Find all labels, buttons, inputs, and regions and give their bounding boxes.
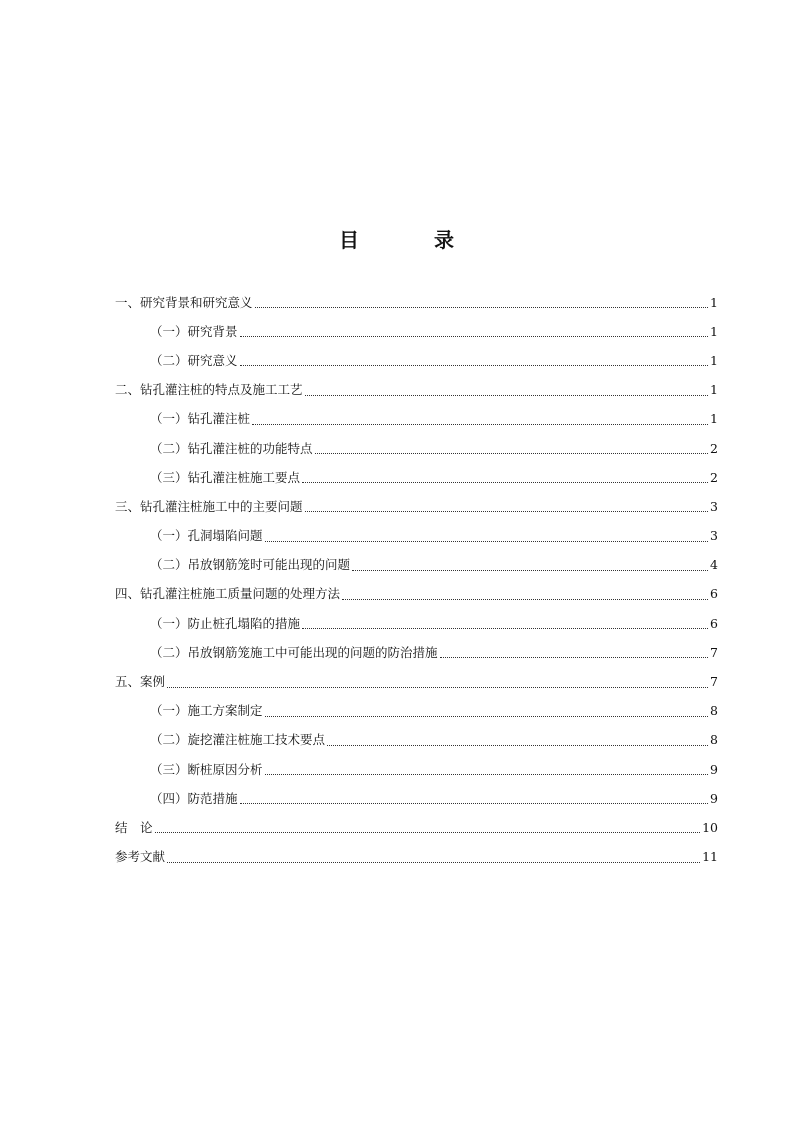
toc-dot-leader — [167, 687, 708, 688]
toc-entry[interactable] — [115, 638, 718, 667]
toc-entry-page: 1 — [710, 411, 718, 427]
toc-entry-label: （二）旋挖灌注桩施工技术要点 — [150, 732, 326, 748]
toc-entry-page: 7 — [710, 674, 718, 690]
toc-entry-page: 3 — [710, 528, 718, 544]
toc-entry[interactable] — [115, 288, 718, 317]
toc-entry[interactable] — [115, 405, 718, 434]
toc-entry-label: （一）防止桩孔塌陷的措施 — [150, 615, 301, 631]
toc-entry-label: 四、钻孔灌注桩施工质量问题的处理方法 — [115, 586, 341, 602]
toc-entry-page: 1 — [710, 352, 718, 368]
toc-entry[interactable] — [115, 551, 718, 580]
toc-entry[interactable] — [115, 784, 718, 813]
toc-entry-page: 6 — [710, 586, 718, 602]
toc-dot-leader — [240, 365, 708, 366]
toc-entry-page: 6 — [710, 615, 718, 631]
toc-dot-leader — [155, 832, 701, 833]
toc-entry[interactable] — [115, 580, 718, 609]
table-of-contents — [115, 288, 718, 872]
toc-dot-leader — [265, 716, 708, 717]
toc-entry[interactable] — [115, 667, 718, 696]
toc-dot-leader — [255, 307, 708, 308]
toc-entry[interactable] — [115, 755, 718, 784]
toc-dot-leader — [265, 541, 708, 542]
toc-entry-label: （四）防范措施 — [150, 790, 238, 806]
toc-dot-leader — [342, 599, 708, 600]
toc-entry-label: （二）吊放钢筋笼时可能出现的问题 — [150, 557, 351, 573]
toc-dot-leader — [327, 745, 708, 746]
toc-entry-label: （一）施工方案制定 — [150, 703, 263, 719]
toc-entry-label: （一）孔洞塌陷问题 — [150, 528, 263, 544]
toc-dot-leader — [440, 657, 708, 658]
toc-dot-leader — [302, 628, 708, 629]
toc-dot-leader — [302, 482, 708, 483]
toc-entry-page: 4 — [710, 557, 718, 573]
toc-entry-label: （一）研究背景 — [150, 323, 238, 339]
toc-entry-page: 8 — [710, 703, 718, 719]
toc-dot-leader — [305, 511, 708, 512]
toc-entry[interactable] — [115, 317, 718, 346]
toc-entry-label: 三、钻孔灌注桩施工中的主要问题 — [115, 498, 303, 514]
page-title: 目 录 — [339, 228, 488, 252]
toc-entry[interactable] — [115, 726, 718, 755]
toc-entry[interactable] — [115, 522, 718, 551]
toc-entry-page: 11 — [702, 849, 718, 865]
toc-entry[interactable] — [115, 346, 718, 375]
toc-entry-page: 2 — [710, 469, 718, 485]
toc-dot-leader — [167, 862, 700, 863]
toc-entry-label: 参考文献 — [115, 849, 166, 865]
toc-dot-leader — [240, 803, 708, 804]
toc-entry[interactable] — [115, 492, 718, 521]
toc-entry-page: 9 — [710, 790, 718, 806]
toc-entry-label: 二、钻孔灌注桩的特点及施工工艺 — [115, 382, 303, 398]
toc-entry-page: 9 — [710, 761, 718, 777]
toc-entry-page: 1 — [710, 323, 718, 339]
toc-entry-label: （一）钻孔灌注桩 — [150, 411, 251, 427]
toc-dot-leader — [315, 453, 708, 454]
toc-entry-label: （二）吊放钢筋笼施工中可能出现的问题的防治措施 — [150, 644, 438, 660]
toc-entry-page: 2 — [710, 440, 718, 456]
toc-entry-label: （二）研究意义 — [150, 352, 238, 368]
toc-entry-label: （二）钻孔灌注桩的功能特点 — [150, 440, 313, 456]
toc-entry-page: 8 — [710, 732, 718, 748]
toc-entry[interactable] — [115, 843, 718, 872]
toc-entry-label: 一、研究背景和研究意义 — [115, 294, 253, 310]
toc-entry-label: （三）断桩原因分析 — [150, 761, 263, 777]
toc-entry-label: 五、案例 — [115, 674, 166, 690]
toc-entry-page: 1 — [710, 294, 718, 310]
toc-dot-leader — [305, 395, 708, 396]
toc-entry-page: 10 — [702, 819, 718, 835]
toc-entry[interactable] — [115, 697, 718, 726]
toc-entry-page: 3 — [710, 498, 718, 514]
toc-entry[interactable] — [115, 813, 718, 842]
toc-entry-page: 7 — [710, 644, 718, 660]
toc-entry[interactable] — [115, 434, 718, 463]
toc-entry-label: （三）钻孔灌注桩施工要点 — [150, 469, 301, 485]
toc-dot-leader — [265, 774, 708, 775]
toc-dot-leader — [252, 424, 708, 425]
toc-entry-page: 1 — [710, 382, 718, 398]
toc-entry[interactable] — [115, 609, 718, 638]
toc-entry[interactable] — [115, 376, 718, 405]
toc-dot-leader — [352, 570, 708, 571]
toc-entry[interactable] — [115, 463, 718, 492]
toc-dot-leader — [240, 336, 708, 337]
toc-entry-label: 结 论 — [115, 819, 153, 835]
